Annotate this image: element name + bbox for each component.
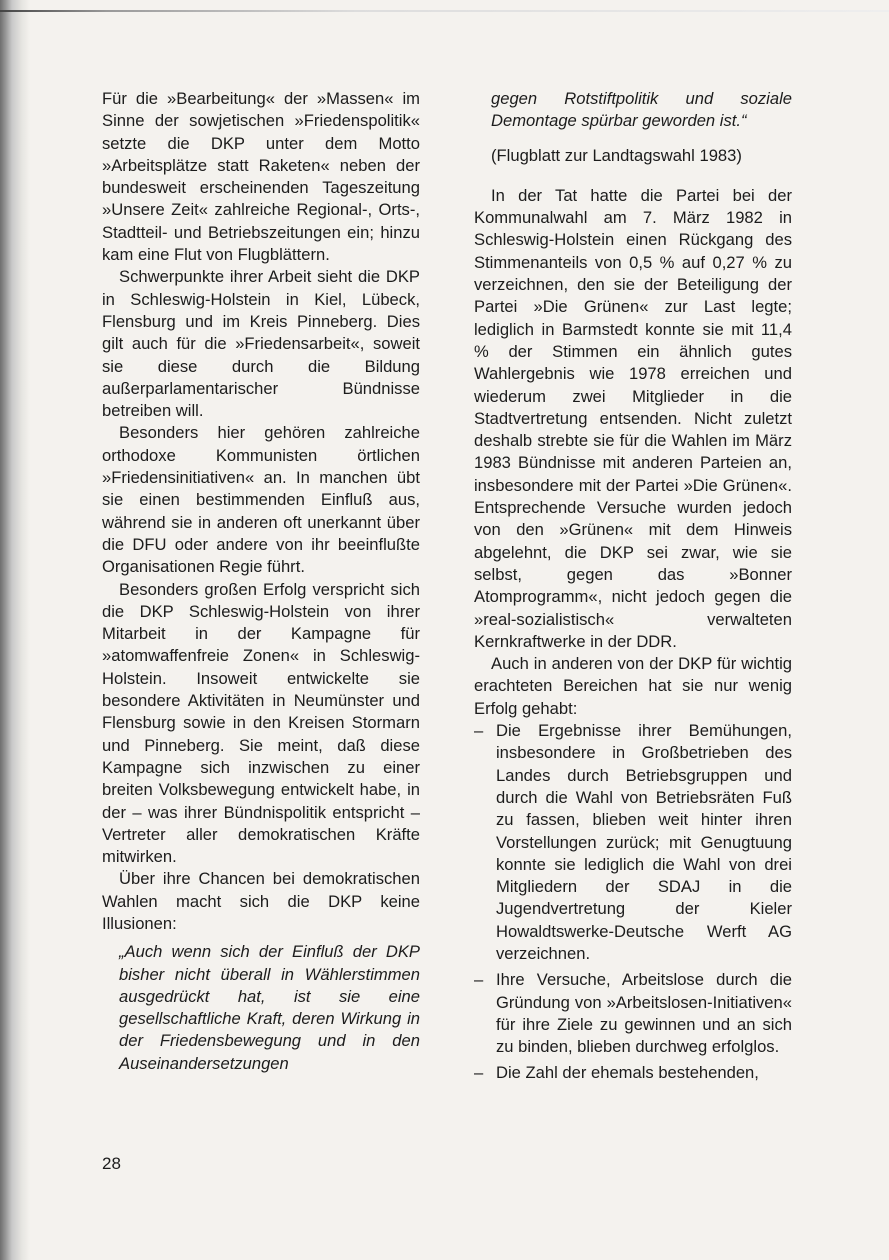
block-quote-continued: gegen Rotstiftpolitik und soziale Demontage spürbar geworden ist.“: [491, 89, 792, 131]
paragraph: Schwerpunkte ihrer Arbeit sieht die DKP in Schleswig-Holstein in Kiel, Lübeck, Flensburg und im Kreis Pinneberg. Dies gilt auch für die »Friedensarbeit«, soweit sie diese durch die Bildung außerparlamentarischer Bündnisse betreiben will.: [102, 267, 420, 421]
list-item: [474, 720, 792, 965]
paragraph: Für die »Bearbeitung« der »Massen« im Sinne der sowjetischen »Friedenspolitik« setzte die DKP unter dem Motto »Arbeitsplätze statt Raketen« neben der bundesweit erscheinenden Tageszeitung »Unsere Zeit« zahlreiche Regional-, Orts-, Stadtteil- und Betriebszeitungen ein; hinzu kam eine Flut von Flugblättern.: [102, 89, 420, 265]
block-quote: „Auch wenn sich der Einfluß der DKP bisher nicht überall in Wählerstimmen ausgedrückt hat, ist sie eine gesellschaftliche Kraft, deren Wirkung in der Friedensbewegung und in den Auseinandersetzungen: [119, 942, 420, 1073]
paragraph: In der Tat hatte die Partei bei der Kommunalwahl am 7. März 1982 in Schleswig-Holstein einen Rückgang des Stimmenanteils von 0,5 % auf 0,27 % zu verzeichnen, den sie der Beteiligung der Partei »Die Grünen« zur Last legte; lediglich in Barmstedt konnte sie mit 11,4 % der Stimmen ein ähnlich gutes Wahlergebnis wie 1978 erreichen und wiederum zwei Mitglieder in die Stadtvertretung entsenden. Nicht zuletzt deshalb strebte sie für die Wahlen im März 1983 Bündnisse mit anderen Parteien an, insbesondere mit der Partei »Die Grünen«. Entsprechende Versuche wurden jedoch von den »Grünen« mit dem Hinweis abgelehnt, die DKP sei zwar, wie sie selbst, gegen das »Bonner Atomprogramm«, nicht jedoch gegen die »real-sozialistisch« verwalteten Kernkraftwerke in der DDR.: [474, 185, 792, 651]
list-dash: –: [474, 721, 484, 741]
list-dash: –: [474, 1063, 484, 1083]
page-top-edge: [0, 10, 889, 12]
list-item: [474, 969, 792, 1058]
list-item-text: Ihre Versuche, Arbeitslose durch die Gründung von »Arbeitslosen-Initiativen« für ihre Ziele zu gewinnen und an sich zu binden, blieben durchweg erfolglos.: [496, 970, 792, 1057]
paragraph: Auch in anderen von der DKP für wichtig erachteten Bereichen hat sie nur wenig Erfolg gehabt:: [474, 654, 792, 718]
list-item: [474, 1062, 792, 1084]
paragraph: Besonders hier gehören zahlreiche orthodoxe Kommunisten örtlichen »Friedensinitiativen« an. In manchen übt sie einen bestimmenden Einfluß aus, während sie in anderen oft unerkannt über die DFU oder andere von ihr beeinflußte Organisationen Regie führt.: [102, 423, 420, 577]
list-dash: –: [474, 970, 484, 990]
right-column: [474, 88, 792, 1089]
list-item-text: Die Ergebnisse ihrer Bemühungen, insbesondere in Großbetrieben des Landes durch Betriebsgruppen und durch die Wahl von Betriebsräten Fuß zu fassen, blieben weit hinter ihren Vorstellungen zurück; mit Genugtuung konnte sie lediglich die Wahl von drei Mitgliedern der SDAJ in die Jugendvertretung der Kieler Howaldtswerke-Deutsche Werft AG verzeichnen.: [496, 721, 792, 963]
paragraph: Über ihre Chancen bei demokratischen Wahlen macht sich die DKP keine Illusionen:: [102, 869, 420, 933]
page-number: 28: [102, 1154, 121, 1173]
paragraph: Besonders großen Erfolg verspricht sich die DKP Schleswig-Holstein von ihrer Mitarbeit in der Kampagne für »atomwaffenfreie Zonen« in Schleswig-Holstein. Insoweit entwickelte sie besondere Aktivitäten in Neumünster und Flensburg sowie in den Kreisen Stormarn und Pinneberg. Sie meint, daß diese Kampagne sich inzwischen zu einer breiten Volksbewegung entwickelt habe, in der – was ihrer Bündnispolitik entspricht – Vertreter aller demokratischen Kräfte mitwirken.: [102, 579, 420, 867]
book-spine-shadow: [0, 0, 30, 1260]
dash-list: [474, 720, 792, 1085]
left-column: [102, 88, 420, 1075]
list-item-text: Die Zahl der ehemals bestehenden,: [496, 1063, 759, 1083]
quote-source: (Flugblatt zur Landtagswahl 1983): [491, 145, 742, 165]
